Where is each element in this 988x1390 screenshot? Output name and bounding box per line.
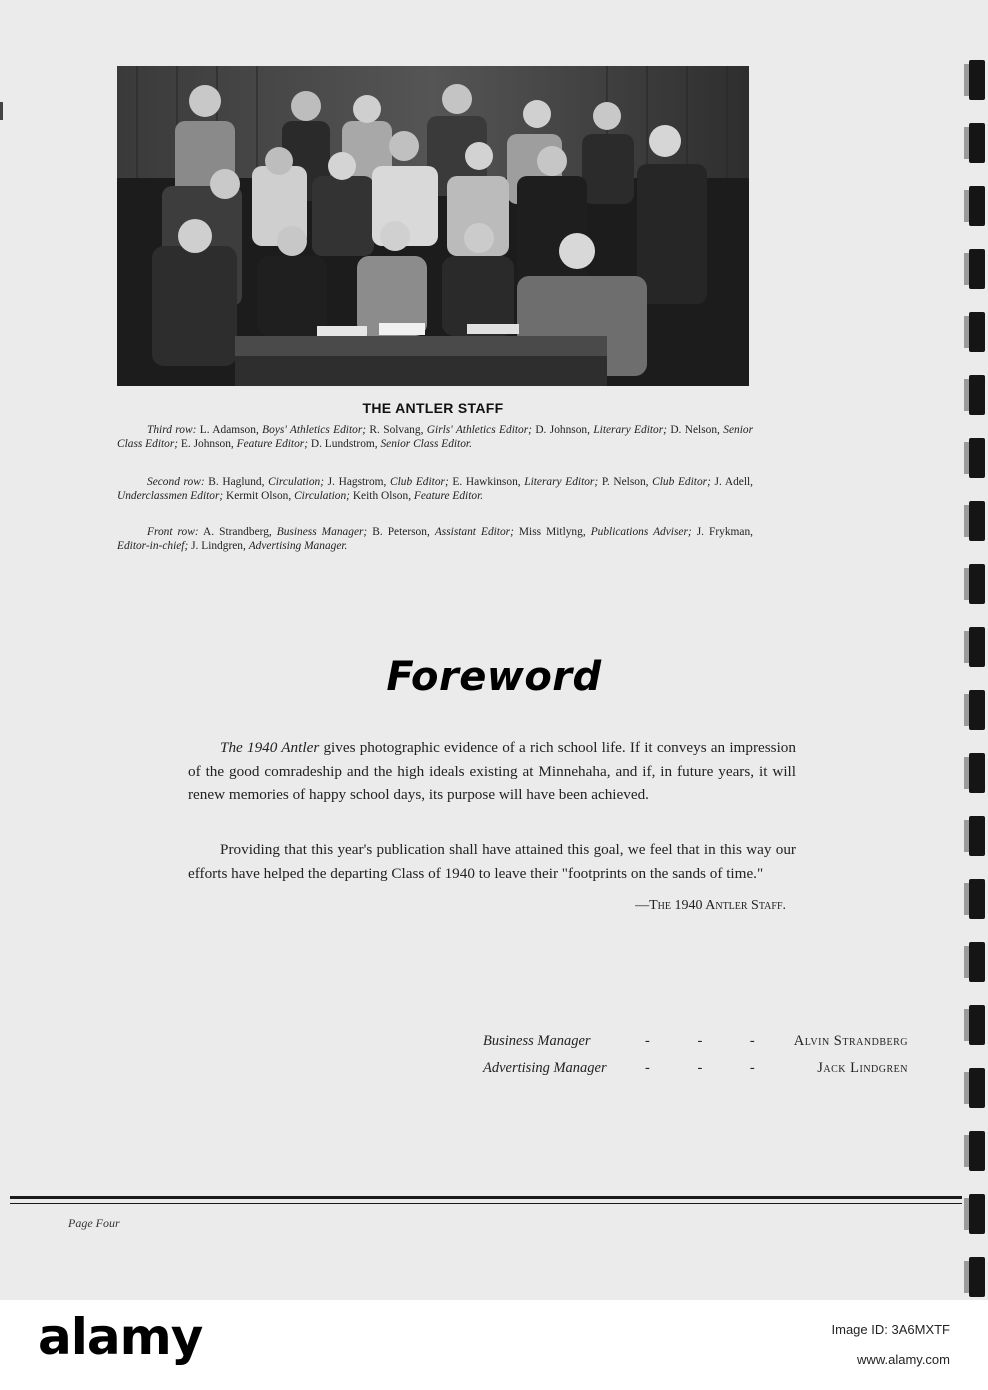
binding-ring bbox=[969, 1068, 985, 1108]
caption-role: Editor-in-chief; bbox=[117, 539, 189, 552]
caption-name: J. Frykman, bbox=[691, 526, 753, 538]
margin-mark bbox=[0, 102, 3, 120]
stock-url: www.alamy.com bbox=[857, 1352, 950, 1367]
caption-role: Senior Class Editor. bbox=[380, 437, 472, 450]
caption-name: B. Haglund, bbox=[204, 476, 269, 488]
caption-name: Keith Olson, bbox=[349, 489, 414, 502]
caption-role: Publications Adviser; bbox=[590, 526, 692, 538]
caption-name: E. Johnson, bbox=[178, 437, 237, 450]
footer-rule-thin bbox=[10, 1203, 962, 1204]
stock-image-id: Image ID: 3A6MXTF bbox=[831, 1322, 950, 1337]
caption-role: Underclassmen Editor; bbox=[117, 489, 224, 502]
caption-role: Boys' Athletics Editor; bbox=[262, 424, 367, 436]
caption-role: Advertising Manager. bbox=[248, 539, 348, 552]
photo-caption-title: THE ANTLER STAFF bbox=[362, 400, 504, 416]
caption-name: B. Peterson, bbox=[367, 526, 435, 538]
binding-ring bbox=[969, 1005, 985, 1045]
foreword-signature: —The 1940 Antler Staff. bbox=[635, 898, 786, 913]
caption-name: Kermit Olson, bbox=[223, 489, 295, 502]
manager-role: Business Manager bbox=[483, 1033, 591, 1049]
caption-name: L. Adamson, bbox=[196, 424, 263, 436]
binding-ring bbox=[969, 375, 985, 415]
binding-ring bbox=[969, 249, 985, 289]
binding-ring bbox=[969, 1194, 985, 1234]
stock-logo: alamy bbox=[38, 1308, 203, 1366]
caption-name: D. Nelson, bbox=[666, 424, 724, 436]
caption-role: Circulation; bbox=[294, 489, 350, 502]
binding-ring bbox=[969, 1131, 985, 1171]
caption-name: E. Hawkinson, bbox=[448, 476, 525, 488]
manager-name: Jack Lindgren bbox=[817, 1060, 908, 1076]
caption-role: Business Manager; bbox=[276, 526, 368, 538]
staff-group-photo bbox=[117, 66, 749, 386]
leader-dots: - - - bbox=[645, 1060, 777, 1076]
spiral-binding bbox=[955, 0, 988, 1300]
caption-third-row bbox=[117, 424, 753, 451]
binding-ring bbox=[969, 123, 985, 163]
caption-name: D. Johnson, bbox=[531, 424, 594, 436]
caption-name: R. Solvang, bbox=[366, 424, 427, 436]
binding-ring bbox=[969, 1257, 985, 1297]
foreword-paragraph-1-text: gives photographic evidence of a rich school life. If it conveys an impression of the good comradeship and the high ideals existing at Minnehaha, and if, in future years, it will renew memories of happy school days, its purpose will have been achieved. bbox=[188, 739, 796, 803]
caption-role: Feature Editor. bbox=[413, 489, 484, 502]
foreword-paragraph-1 bbox=[188, 736, 796, 807]
caption-row-label: Third row: bbox=[147, 424, 197, 436]
caption-role: Literary Editor; bbox=[524, 476, 599, 488]
caption-name: J. Hagstrom, bbox=[324, 476, 391, 488]
caption-role: Girls' Athletics Editor; bbox=[426, 424, 532, 436]
footer-rule-thick bbox=[10, 1196, 962, 1199]
caption-name: J. Adell, bbox=[710, 476, 753, 488]
manager-role: Advertising Manager bbox=[483, 1060, 607, 1076]
caption-role: Literary Editor; bbox=[593, 424, 667, 436]
binding-ring bbox=[969, 753, 985, 793]
binding-ring bbox=[969, 60, 985, 100]
binding-ring bbox=[969, 816, 985, 856]
caption-name: A. Strandberg, bbox=[198, 526, 277, 538]
caption-name: Miss Mitlyng, bbox=[513, 526, 591, 538]
foreword-heading: Foreword bbox=[386, 654, 602, 700]
binding-ring bbox=[969, 564, 985, 604]
caption-row-label: Front row: bbox=[147, 526, 199, 538]
foreword-paragraph-2: Providing that this year's publication shall have attained this goal, we feel that in this way our efforts have helped the departing Class of 1940 to leave their "footprints on the sands of time." bbox=[188, 841, 796, 882]
foreword-book-title: The 1940 Antler bbox=[220, 739, 320, 756]
page-number: Page Four bbox=[68, 1216, 120, 1230]
caption-row-label: Second row: bbox=[147, 476, 205, 488]
binding-ring bbox=[969, 438, 985, 478]
caption-role: Club Editor; bbox=[652, 476, 711, 488]
caption-name: D. Lundstrom, bbox=[308, 437, 381, 450]
leader-dots: - - - bbox=[645, 1033, 777, 1049]
caption-role: Feature Editor; bbox=[236, 437, 309, 450]
binding-ring bbox=[969, 186, 985, 226]
caption-name: P. Nelson, bbox=[598, 476, 653, 488]
binding-ring bbox=[969, 942, 985, 982]
binding-ring bbox=[969, 879, 985, 919]
caption-role: Assistant Editor; bbox=[434, 526, 514, 538]
caption-role: Circulation; bbox=[268, 476, 325, 488]
caption-role: Club Editor; bbox=[390, 476, 449, 488]
manager-name: Alvin Strandberg bbox=[793, 1033, 908, 1049]
caption-name: J. Lindgren, bbox=[188, 539, 249, 552]
binding-ring bbox=[969, 312, 985, 352]
caption-front-row bbox=[117, 526, 753, 553]
caption-second-row bbox=[117, 476, 753, 503]
binding-ring bbox=[969, 501, 985, 541]
caption-role: Senior Class Editor; bbox=[117, 424, 754, 450]
